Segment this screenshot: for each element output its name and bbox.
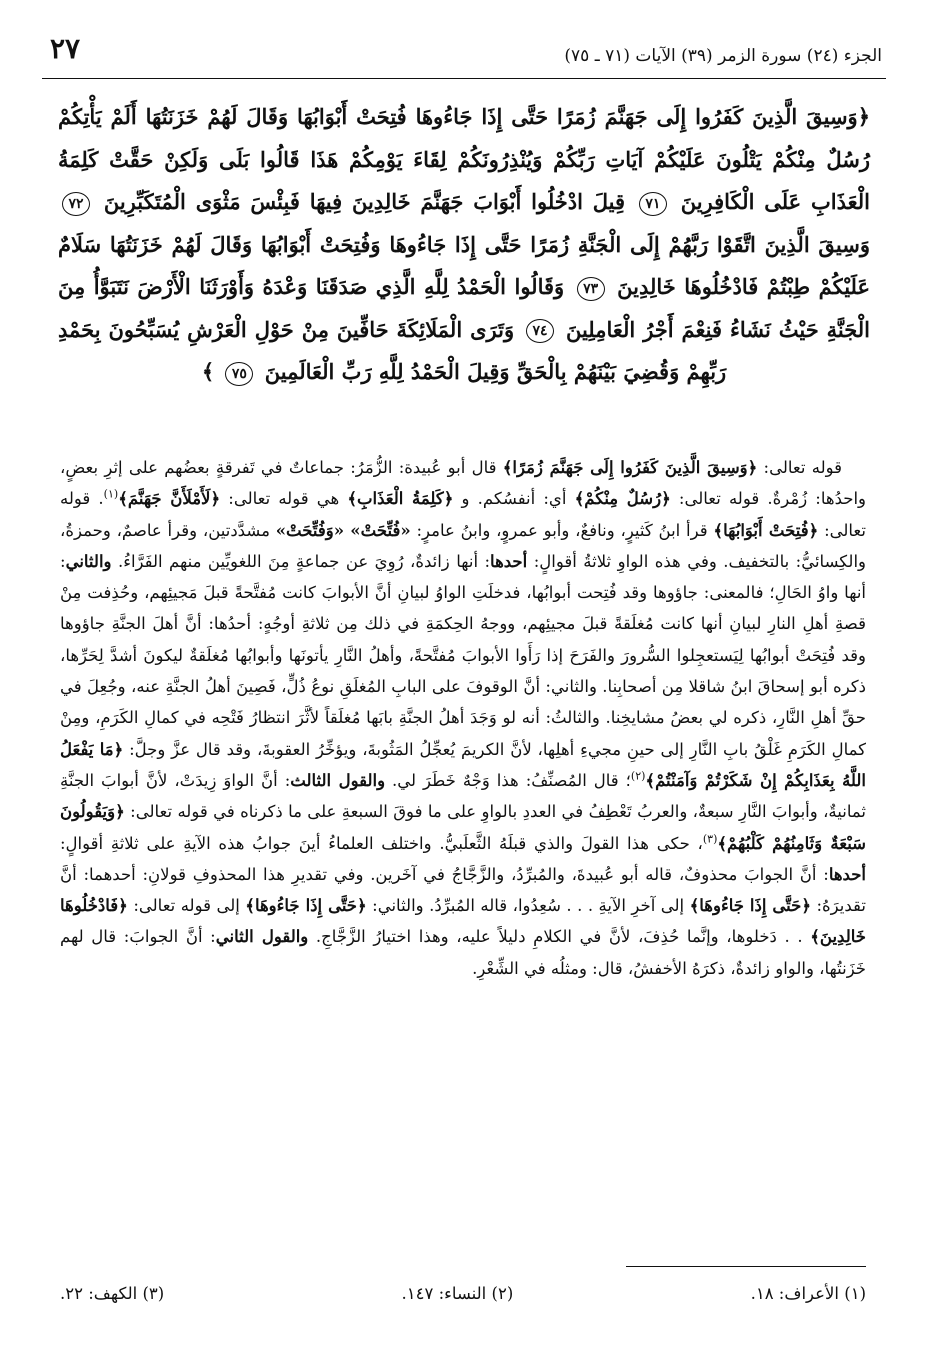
- footnote-item: [751, 1284, 866, 1303]
- bold-heading: والقول الثالث: [290, 770, 386, 790]
- text-run: هي قوله تعالى:: [220, 489, 348, 509]
- closing-brace: ﴾: [201, 359, 215, 384]
- ayah-number-mark: ٧١: [639, 192, 667, 216]
- verse-text: ﴿وَسِيقَ الَّذِينَ كَفَرُوا إِلَى جَهَنَّمَ زُمَرًا حَتَّى إِذَا جَاءُوهَا فُتِحَتْ أَبْوَابُهَا وَقَالَ لَهُمْ خَزَنَتُهَا أَلَمْ يَأْتِكُمْ رُسُلٌ مِنْكُمْ يَتْلُونَ عَلَيْكُمْ آيَاتِ رَبِّكُمْ وَيُنْذِرُونَكُمْ لِقَاءَ يَوْمِكُمْ هَذَا قَالُوا بَلَى وَلَكِنْ حَقَّتْ كَلِمَةُ الْعَذَابِ عَلَى الْكَافِرِينَ: [58, 104, 871, 214]
- ayah-number-mark: ٧٢: [62, 192, 90, 216]
- verse-text: قِيلَ ادْخُلُوا أَبْوَابَ جَهَنَّمَ خَالِدِينَ فِيهَا فَبِئْسَ مَثْوَى الْمُتَكَبِّرِينَ: [103, 189, 626, 214]
- text-run: قال أبو عُبيدة: الزُّمَرُ: جماعاتٌ في تَفرقةٍ بعضُهم على إثرِ بعضٍ، واحدُها: زُمْرةٌ. قوله تعالى:: [60, 458, 867, 509]
- footnote-number: (٢): [491, 1284, 514, 1303]
- text-run: : أنَّ الجوابَ: قال لهم خَزَنتُها، والواو زائدةٌ، ذكرَهُ الأخفشُ، قال: ومثلُه في الشِّعْرِ.: [60, 927, 866, 978]
- page-header: [42, 30, 886, 79]
- text-run: أي: أنفسُكم. و: [453, 489, 575, 509]
- page-number: ٢٧: [50, 32, 81, 65]
- quran-quote: ﴿رُسُلٌ مِنْكُمْ﴾: [574, 489, 671, 509]
- quran-verses-block: [58, 96, 870, 394]
- text-run: : أنَّ الواوَ زِيدَتْ، لأنَّ أبوابَ الجنَّةِ ثمانيةٌ، وأبوابَ النَّارِ سبعةٌ، والعربُ تَعْطِفُ في العددِ بالواوِ على ما فوقَ السبعةِ على ما ذكرناه في قوله تعالى:: [60, 770, 866, 822]
- text-run: . قوله تعالى:: [60, 489, 866, 540]
- footnote-reference: (٣): [702, 832, 718, 846]
- bold-heading: والثاني: [65, 551, 112, 571]
- footnote-item: [60, 1284, 164, 1303]
- verse-text: وَقَالُوا الْحَمْدُ لِلَّهِ الَّذِي صَدَقَنَا وَعْدَهُ وَأَوْرَثَنَا الْأَرْضَ نَتَبَوَّأُ مِنَ الْجَنَّةِ حَيْثُ نَشَاءُ فَنِعْمَ أَجْرُ الْعَامِلِينَ: [58, 274, 870, 342]
- quran-quote: ﴿كَلِمَةُ الْعَذَابِ﴾: [347, 489, 454, 509]
- text-run: قوله تعالى:: [757, 458, 843, 477]
- bold-heading: أحدها: [490, 551, 528, 571]
- footnote-reference: (٢): [630, 769, 646, 783]
- quran-quote: ﴿مَا يَفْعَلُ اللَّهُ بِعَذَابِكُمْ إِنْ شَكَرْتُمْ وَآمَنْتُمْ﴾: [60, 739, 866, 790]
- commentary-paragraph: [60, 452, 866, 984]
- footnote-item: [402, 1284, 514, 1303]
- quran-quote: ﴿فُتِحَتْ أَبْوَابُهَا﴾: [713, 520, 819, 540]
- text-run: : أنَّ الجوابَ محذوفٌ، قاله أبو عُبيدةَ، والمُبرِّدُ، والزَّجَّاجُ في آخَرين. وفي تقديرِ هذا المحذوفِ قولانِ: أحدهما: أنَّ تقديرَهُ:: [60, 864, 866, 916]
- ayah-number-mark: ٧٤: [526, 319, 554, 343]
- quran-quote: «فُتِّحَتْ» «وَفُتِّحَتْ»: [275, 520, 411, 540]
- running-head: الجزء (٢٤) سورة الزمر (٣٩) الآيات (٧١ ـ ٧٥): [564, 46, 882, 66]
- quran-quote: ﴿حَتَّى إِذَا جَاءُوهَا﴾: [245, 896, 367, 916]
- text-run: قرأ ابنُ كَثيرٍ، ونافعٌ، وأبو عمروٍ، وابنُ عامرٍ:: [410, 520, 714, 540]
- text-run: : أنها زائدةٌ، رُوِيَ عن جماعةٍ مِنَ اللغويِّين منهم الفَرَّاءُ.: [111, 551, 491, 571]
- quran-quote: ﴿لَأَمْلَأَنَّ جَهَنَّمَ﴾: [118, 489, 221, 509]
- text-run: مشدَّدتين، وقرأ عاصمٌ، وحمزةُ، والكِسائيُّ: بالتخفيف. وفي هذه الواوِ ثلاثةُ أقوالٍ:: [60, 520, 866, 571]
- text-run: ؛ قال المُصنِّفُ: هذا وَجْهٌ خَطَرَ لي.: [385, 770, 631, 790]
- ayah-number-mark: ٧٣: [577, 277, 605, 301]
- footnote-text: الأعراف: ١٨.: [750, 1284, 839, 1303]
- quran-quote: ﴿فَادْخُلُوهَا خَالِدِينَ﴾: [60, 896, 866, 947]
- footnote-text: الكهف: ٢٢.: [60, 1284, 138, 1303]
- verse-text: وَتَرَى الْمَلَائِكَةَ حَافِّينَ مِنْ حَوْلِ الْعَرْشِ يُسَبِّحُونَ بِحَمْدِ رَبِّهِمْ وَقُضِيَ بَيْنَهُمْ بِالْحَقِّ وَقِيلَ الْحَمْدُ لِلَّهِ رَبِّ الْعَالَمِينَ: [58, 316, 727, 384]
- footnote-divider: [626, 1266, 866, 1267]
- text-run: ، حكى هذا القولَ والذي قبلَهُ الثَّعلَبيُّ. واختلف العلماءُ أينَ جوابُ هذه الآيةِ على ثلاثةِ أقوالٍ:: [60, 833, 703, 853]
- footnotes: [60, 1284, 866, 1303]
- footnote-number: (٣): [142, 1284, 165, 1303]
- bold-heading: أحدها: [828, 864, 866, 884]
- footnote-reference: (١): [103, 487, 119, 501]
- text-run: . . دَخلوها، وإنَّما حُذِفَ، لأنَّ في الكلامِ دليلاً عليه، وهذا اختيارُ الزَّجَّاجِ.: [308, 927, 811, 947]
- commentary-text: [60, 452, 866, 984]
- footnote-text: النساء: ١٤٧.: [401, 1284, 487, 1303]
- verse-text: وَسِيقَ الَّذِينَ اتَّقَوْا رَبَّهُمْ إِلَى الْجَنَّةِ زُمَرًا حَتَّى إِذَا جَاءُوهَا وَفُتِحَتْ أَبْوَابُهَا وَقَالَ لَهُمْ خَزَنَتُهَا سَلَامٌ عَلَيْكُمْ طِبْتُمْ فَادْخُلُوهَا خَالِدِينَ: [58, 231, 871, 299]
- bold-heading: والقول الثاني: [215, 927, 309, 947]
- quran-quote: ﴿وَسِيقَ الَّذِينَ كَفَرُوا إِلَى جَهَنَّمَ زُمَرًا﴾: [502, 458, 758, 477]
- text-run: إلى آخرِ الآيةِ . . . سُعِدُوا، قاله المُبرِّدُ. والثاني:: [366, 896, 690, 916]
- text-run: إلى قوله تعالى:: [127, 896, 246, 916]
- ayah-number-mark: ٧٥: [225, 362, 253, 386]
- quran-quote: ﴿حَتَّى إِذَا جَاءُوهَا﴾: [689, 896, 811, 916]
- text-run: : أنها واوُ الحَالِ؛ فالمعنى: جاؤوها وقد فُتِحت أبوابُها، فدخلَتِ الواوُ لبيانِ أنَّ الأبوابَ كانت مُفتَّحةً قبلَ مَجيئِهم، وحُذِفت مِنْ قصةِ أهلِ النارِ لبيانِ أنها كانت مُغلَقةً قبلَ مجيئِهم، ووجهُ الحِكمَةِ في ذلك مِن ثلاثةِ أوجُهٍ: أحدُها: أنَّ أهلَ الجنَّةِ جاؤوها وقد فُتِحَتْ أبوابُها لِيَستعجِلوا السُّرورَ والفَرَحَ إذا رَأَوا الأبوابَ مُفتَّحةً، وأهلُ النَّارِ يأتونَها وأبوابُها مُغلَقةٌ ليكونَ أشدَّ لِحَرِّها، ذكره أبو إسحاقَ ابنُ شاقلا مِن أصحابِنا. والثاني: أنَّ الوقوفَ على البابِ المُغلَقِ نوعُ ذُلٍّ، فَصِينَ أهلُ الجنَّةِ عنه، وجُعِلَ في حقِّ أهلِ النَّارِ، ذكره لي بعضُ مشايخِنا. والثالثُ: أنه لو وَجَدَ أهلُ الجنَّةِ بابَها مُغلَقاً لأثَّرَ انتظارُ فَتْحِه في كمالِ الكَرَمِ، ومِنْ كمالِ الكَرَمِ غَلْقُ بابِ النَّارِ إلى حينِ مجيءِ أهلِها، لأنَّ الكريمَ يُعجِّلُ المَثُوبةَ، ويؤخِّرُ العقوبةَ، وقد قال عزَّ وجلَّ:: [60, 551, 866, 759]
- quran-quote: ﴿وَيَقُولُونَ سَبْعَةٌ وَثَامِنُهُمْ كَلْبُهُمْ﴾: [60, 802, 866, 853]
- footnote-number: (١): [844, 1284, 866, 1303]
